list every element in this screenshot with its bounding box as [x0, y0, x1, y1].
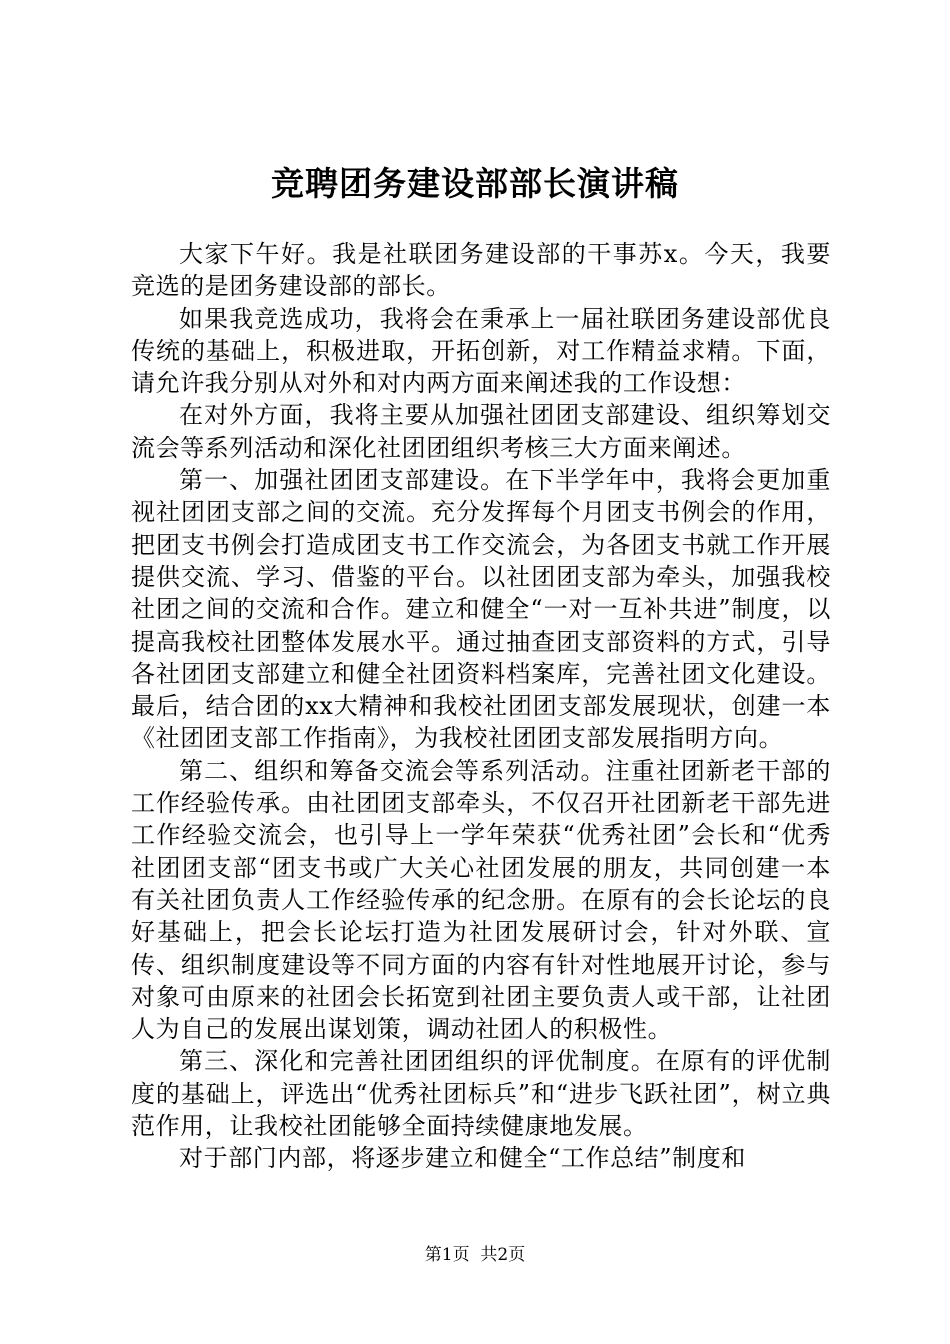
- paragraph-point-three: 第三、深化和完善社团团组织的评优制度。在原有的评优制度的基础上，评选出“优秀社团标兵”和“进步飞跃社团”，树立典范作用，让我校社团能够全面持续健康地发展。: [131, 1047, 831, 1141]
- document-body: [131, 238, 831, 1175]
- paragraph-internal: 对于部门内部，将逐步建立和健全“工作总结”制度和: [179, 1144, 746, 1173]
- paragraph-greeting: 大家下午好。我是社联团务建设部的干事苏x。今天，我要竞选的是团务建设部的部长。: [131, 240, 831, 301]
- paragraph-point-two: 第二、组织和筹备交流会等系列活动。注重社团新老干部的工作经验传承。由社团团支部牵头，不仅召开社团新老干部先进工作经验交流会，也引导上一学年荣获“优秀社团”会长和“优秀社团团支部“团支书或广大关心社团发展的朋友，共同创建一本有关社团负责人工作经验传承的纪念册。在原有的会长论坛的良好基础上，把会长论坛打造为社团发展研讨会，针对外联、宣传、组织制度建设等不同方面的内容有针对性地展开讨论，参与对象可由原来的社团会长拓宽到社团主要负责人或干部，让社团人为自己的发展出谋划策，调动社团人的积极性。: [131, 756, 831, 1044]
- page-footer: [0, 1243, 950, 1267]
- paragraph-point-one: 第一、加强社团团支部建设。在下半学年中，我将会更加重视社团团支部之间的交流。充分发挥每个月团支书例会的作用，把团支书例会打造成团支书工作交流会，为各团支书就工作开展提供交流、学习、借鉴的平台。以社团团支部为牵头，加强我校社团之间的交流和合作。建立和健全“一对一互补共进”制度，以提高我校社团整体发展水平。通过抽查团支部资料的方式，引导各社团团支部建立和健全社团资料档案库，完善社团文化建设。最后，结合团的xx大精神和我校社团团支部发展现状，创建一本《社团团支部工作指南》，为我校社团团支部发展指明方向。: [131, 466, 831, 753]
- document-title: 竞聘团务建设部部长演讲稿: [271, 164, 679, 203]
- paragraph-intro: 如果我竞选成功，我将会在秉承上一届社联团务建设部优良传统的基础上，积极进取，开拓创新，对工作精益求精。下面，请允许我分别从对外和对内两方面来阐述我的工作设想：: [131, 304, 831, 398]
- total-pages-label: 共2页: [480, 1245, 526, 1265]
- current-page-label: 第1页: [424, 1245, 470, 1265]
- paragraph-external-overview: 在对外方面，我将主要从加强社团团支部建设、组织筹划交流会等系列活动和深化社团团组织考核三大方面来阐述。: [131, 401, 831, 462]
